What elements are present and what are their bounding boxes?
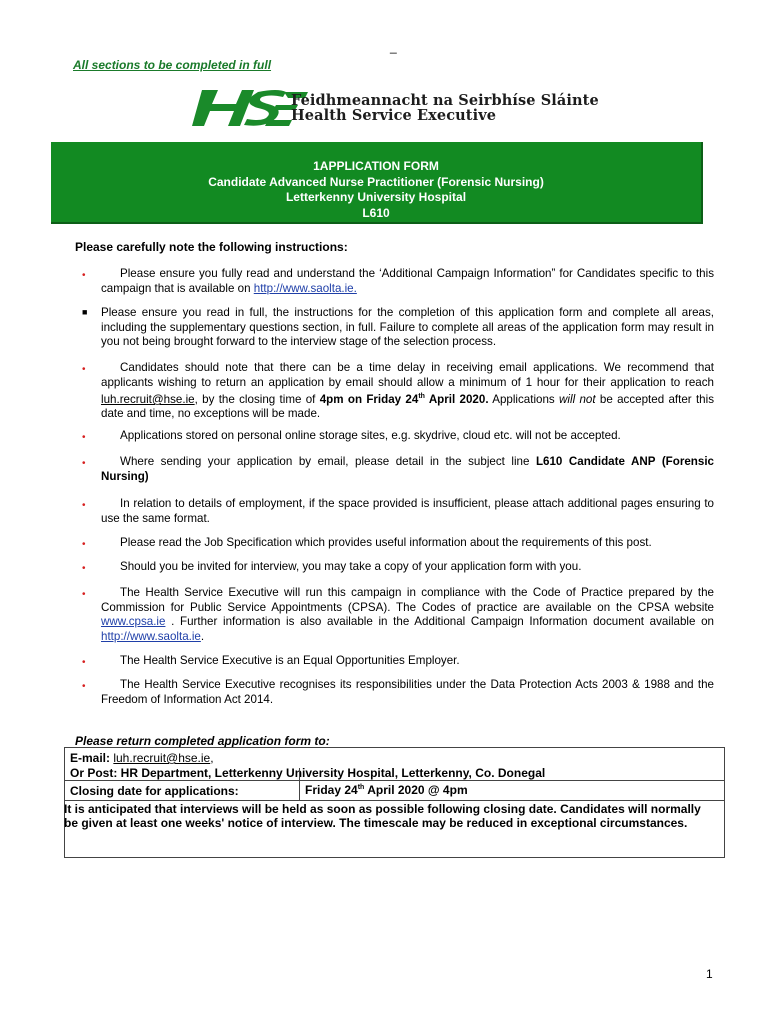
bullet-icon: •	[82, 589, 86, 600]
instruction-item: The Health Service Executive is an Equal Opportunities Employer.	[120, 654, 460, 667]
instruction-item: Applications stored on personal online storage sites, e.g. skydrive, cloud etc. will not be accepted.	[120, 429, 621, 442]
banner-position: Candidate Advanced Nurse Practitioner (Forensic Nursing)	[208, 174, 544, 189]
table-divider	[299, 768, 300, 800]
post-row: Or Post: HR Department, Letterkenny University Hospital, Letterkenny, Co. Donegal	[70, 766, 546, 780]
bullet-icon: •	[82, 270, 86, 281]
logo-line-irish: Feidhmeannacht na Seirbhíse Sláinte	[291, 92, 599, 109]
closing-date: Friday 24th April 2020 @ 4pm	[305, 783, 468, 797]
saolta-link[interactable]: http://www.saolta.ie.	[253, 281, 357, 295]
instruction-item: The Health Service Executive recognises its responsibilities under the Data Protection Acts 2003 & 1988 and the Freedom of Information Act 2014.	[101, 678, 714, 706]
closing-label: Closing date for applications:	[70, 784, 239, 798]
logo-text	[291, 93, 599, 123]
interview-note: It is anticipated that interviews will be held as soon as possible following closing date. Candidates will normally be given at least one weeks' notice of interview. The timescale may be reduced in exceptional circumstances.	[64, 802, 701, 830]
instruction-item: Should you be invited for interview, you may take a copy of your application form with you.	[120, 560, 582, 573]
bullet-icon: •	[82, 681, 86, 692]
email-link[interactable]: luh.recruit@hse.ie	[101, 392, 195, 406]
instruction-item: Please read the Job Specification which provides useful information about the requirements of this post.	[120, 536, 652, 549]
return-title: Please return completed application form to:	[75, 734, 330, 748]
banner-reference: L610	[362, 205, 390, 220]
bullet-icon: •	[82, 657, 86, 668]
cpsa-link[interactable]: www.cpsa.ie	[101, 615, 166, 628]
bullet-icon: •	[82, 432, 86, 443]
instruction-item: Where sending your application by email, please detail in the subject line L610 Candidate ANP (Forensic Nursing)	[101, 455, 715, 483]
completed-note: All sections to be completed in full	[73, 58, 272, 72]
banner-hospital: Letterkenny University Hospital	[285, 190, 467, 204]
banner-form-title: 1APPLICATION FORM	[313, 159, 439, 173]
instruction-item: Please ensure you read in full, the instructions for the completion of this application form and complete all areas, including the supplementary questions section, in full. Failure to complete all areas of the application form may result in you not being brought forward to the interview stage of the selection process.	[101, 306, 714, 348]
bullet-icon: •	[82, 539, 86, 550]
table-divider	[65, 800, 724, 801]
email-row: E-mail: luh.recruit@hse.ie,	[70, 751, 214, 765]
bullet-icon: •	[82, 364, 86, 375]
instruction-item: Candidates should note that there can be a time delay in receiving email applications. We recommend that applicants wishing to return an application by email should allow a minimum of 1 hour for their application to reach luh.recruit@hse.ie, by the closing time of 4pm on Friday 24th April 2020. Applications will not be accepted after this date and time, no exceptions will be made.	[101, 361, 714, 421]
instruction-item: Please ensure you fully read and understand the ‘Additional Campaign Information” for Candidates specific to this campaign that is available on http://www.saolta.ie.	[101, 267, 714, 295]
instruction-item: In relation to details of employment, if the space provided is insufficient, please attach additional pages ensuring to use the same format.	[101, 497, 714, 525]
instructions-title: Please carefully note the following instructions:	[75, 240, 348, 254]
logo-line-english: Health Service Executive	[291, 107, 497, 124]
instruction-item: The Health Service Executive will run this campaign in compliance with the Code of Practice prepared by the Commission for Public Service Appointments (CPSA). The Codes of practice are available on the CPSA website www.cpsa.ie . Further information is also available in the Additional Campaign Information document available on http://www.saolta.ie.	[101, 586, 714, 643]
bullet-icon: •	[82, 563, 86, 574]
title-banner	[51, 142, 703, 224]
top-mark: _	[390, 40, 397, 54]
bullet-icon: •	[82, 458, 86, 469]
saolta-link[interactable]: http://www.saolta.ie	[101, 629, 201, 643]
square-bullet-icon: ■	[82, 307, 88, 317]
return-email-link[interactable]: luh.recruit@hse.ie	[113, 751, 211, 765]
return-table	[64, 747, 725, 858]
page-number: 1	[706, 967, 713, 981]
bullet-icon: •	[82, 500, 86, 511]
